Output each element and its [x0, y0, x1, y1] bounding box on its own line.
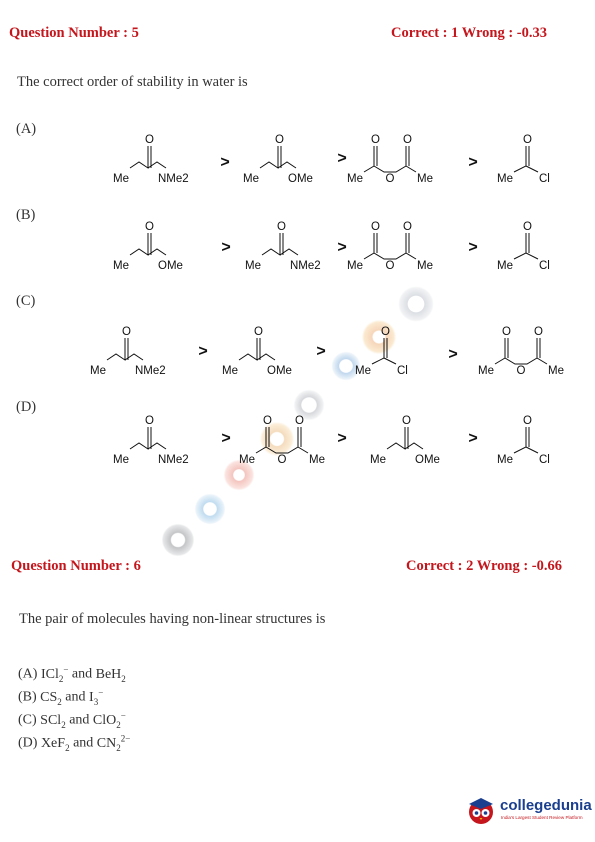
greater-than-sign: > [316, 343, 326, 360]
svg-text:OMe: OMe [158, 260, 183, 272]
svg-text:Me: Me [113, 454, 129, 466]
stability-order-a [0, 134, 595, 194]
anhydride [347, 221, 433, 272]
svg-text:Me: Me [497, 454, 513, 466]
greater-than-sign: > [448, 346, 458, 363]
watermark-seal [397, 285, 435, 323]
svg-text:O: O [402, 415, 411, 427]
greater-than-sign: > [198, 343, 208, 360]
svg-text:Cl: Cl [539, 173, 550, 185]
collegedunia-logo[interactable] [466, 795, 591, 827]
greater-than-sign: > [468, 430, 478, 447]
svg-text:Me: Me [222, 365, 238, 377]
svg-text:NMe2: NMe2 [135, 365, 166, 377]
svg-text:Me: Me [417, 173, 433, 185]
option-label: (D) [16, 399, 37, 415]
marking-scheme: Correct : 1 Wrong : -0.33 [391, 25, 547, 41]
ester [113, 221, 183, 272]
svg-text:O: O [385, 260, 395, 272]
greater-than-sign: > [337, 150, 347, 167]
amide [113, 415, 189, 466]
svg-text:O: O [122, 326, 131, 338]
svg-text:Me: Me [245, 260, 261, 272]
formula-b: $I_3^-$ [89, 687, 104, 707]
option-label: (C) [18, 712, 37, 728]
svg-text:NMe2: NMe2 [158, 173, 189, 185]
anhydride [239, 415, 325, 466]
svg-text:Me: Me [355, 365, 371, 377]
svg-text:O: O [254, 326, 263, 338]
graduate-owl-icon [466, 795, 496, 825]
formula-a: SCl$_2$ [40, 712, 66, 730]
stability-order-b [0, 221, 595, 281]
acyl-chloride [497, 134, 550, 185]
question-stem: The pair of molecules having non-linear structures is [19, 611, 326, 627]
greater-than-sign: > [468, 239, 478, 256]
option-label: (D) [18, 735, 38, 751]
svg-text:Me: Me [370, 454, 386, 466]
svg-text:OMe: OMe [288, 173, 313, 185]
acyl-chloride [497, 415, 550, 466]
ester [222, 326, 292, 377]
logo-tagline: India's Largest Student Review Platform [501, 815, 583, 820]
svg-text:O: O [523, 221, 532, 233]
svg-text:Me: Me [239, 454, 255, 466]
svg-text:Me: Me [497, 260, 513, 272]
svg-text:Cl: Cl [539, 260, 550, 272]
formula-a: ICl$_2$− [40, 664, 69, 684]
question-number: Question Number : 6 [11, 558, 141, 574]
svg-text:NMe2: NMe2 [158, 454, 189, 466]
amide [245, 221, 321, 272]
ester [243, 134, 313, 185]
joiner-text: and [71, 666, 93, 682]
amide [90, 326, 166, 377]
svg-text:O: O [523, 134, 532, 146]
answer-option [18, 665, 126, 683]
formula-b: BeH$_2$ [95, 666, 126, 684]
question-number: Question Number : 5 [9, 25, 139, 41]
svg-text:O: O [277, 221, 286, 233]
svg-text:Me: Me [309, 454, 325, 466]
stability-order-d [0, 415, 595, 475]
svg-text:Me: Me [243, 173, 259, 185]
answer-option [18, 688, 103, 706]
svg-text:O: O [381, 326, 390, 338]
svg-text:Me: Me [417, 260, 433, 272]
acyl-chloride [497, 221, 550, 272]
greater-than-sign: > [220, 154, 230, 171]
amide [113, 134, 189, 185]
svg-text:O: O [263, 415, 272, 427]
formula-a: $CS_2$ [40, 689, 62, 707]
anhydride [347, 134, 433, 185]
joiner-text: and [69, 712, 90, 728]
svg-text:Me: Me [347, 260, 363, 272]
svg-text:O: O [523, 415, 532, 427]
svg-text:O: O [277, 454, 287, 466]
svg-text:Cl: Cl [397, 365, 408, 377]
marking-scheme: Correct : 2 Wrong : -0.66 [406, 558, 562, 574]
svg-text:Me: Me [478, 365, 494, 377]
svg-text:Me: Me [90, 365, 106, 377]
option-label: (B) [16, 207, 36, 223]
svg-text:NMe2: NMe2 [290, 260, 321, 272]
formula-b: $CN_2^{2-}$ [96, 733, 131, 753]
svg-text:Cl: Cl [539, 454, 550, 466]
svg-text:O: O [385, 173, 395, 185]
svg-text:O: O [145, 415, 154, 427]
greater-than-sign: > [221, 239, 231, 256]
answer-option [18, 734, 130, 752]
answer-option [18, 711, 126, 729]
svg-text:O: O [534, 326, 543, 338]
watermark-seal [193, 492, 227, 526]
option-label: (A) [16, 121, 37, 137]
stability-order-c [0, 326, 595, 386]
formula-b: ClO$_2$− [92, 710, 126, 730]
svg-text:O: O [403, 221, 412, 233]
svg-text:Me: Me [497, 173, 513, 185]
ester [370, 415, 440, 466]
anhydride [478, 326, 564, 377]
svg-text:Me: Me [548, 365, 564, 377]
greater-than-sign: > [337, 239, 347, 256]
svg-text:Me: Me [347, 173, 363, 185]
svg-text:O: O [516, 365, 526, 377]
svg-text:OMe: OMe [267, 365, 292, 377]
option-label: (B) [18, 689, 37, 705]
svg-text:Me: Me [113, 173, 129, 185]
joiner-text: and [65, 689, 86, 705]
greater-than-sign: > [337, 430, 347, 447]
svg-text:O: O [145, 134, 154, 146]
question-stem: The correct order of stability in water is [17, 74, 248, 90]
svg-text:O: O [403, 134, 412, 146]
svg-text:O: O [371, 221, 380, 233]
greater-than-sign: > [221, 430, 231, 447]
svg-text:OMe: OMe [415, 454, 440, 466]
svg-text:Me: Me [113, 260, 129, 272]
greater-than-sign: > [468, 154, 478, 171]
joiner-text: and [73, 735, 94, 751]
option-label: (A) [18, 666, 38, 682]
formula-a: XeF$_2$ [40, 735, 70, 753]
option-label: (C) [16, 293, 36, 309]
svg-text:O: O [145, 221, 154, 233]
svg-text:O: O [275, 134, 284, 146]
watermark-seal [160, 522, 196, 558]
svg-text:O: O [295, 415, 304, 427]
logo-wordmark: collegedunia [500, 797, 592, 814]
svg-text:O: O [502, 326, 511, 338]
svg-text:O: O [371, 134, 380, 146]
acyl-chloride [355, 326, 408, 377]
